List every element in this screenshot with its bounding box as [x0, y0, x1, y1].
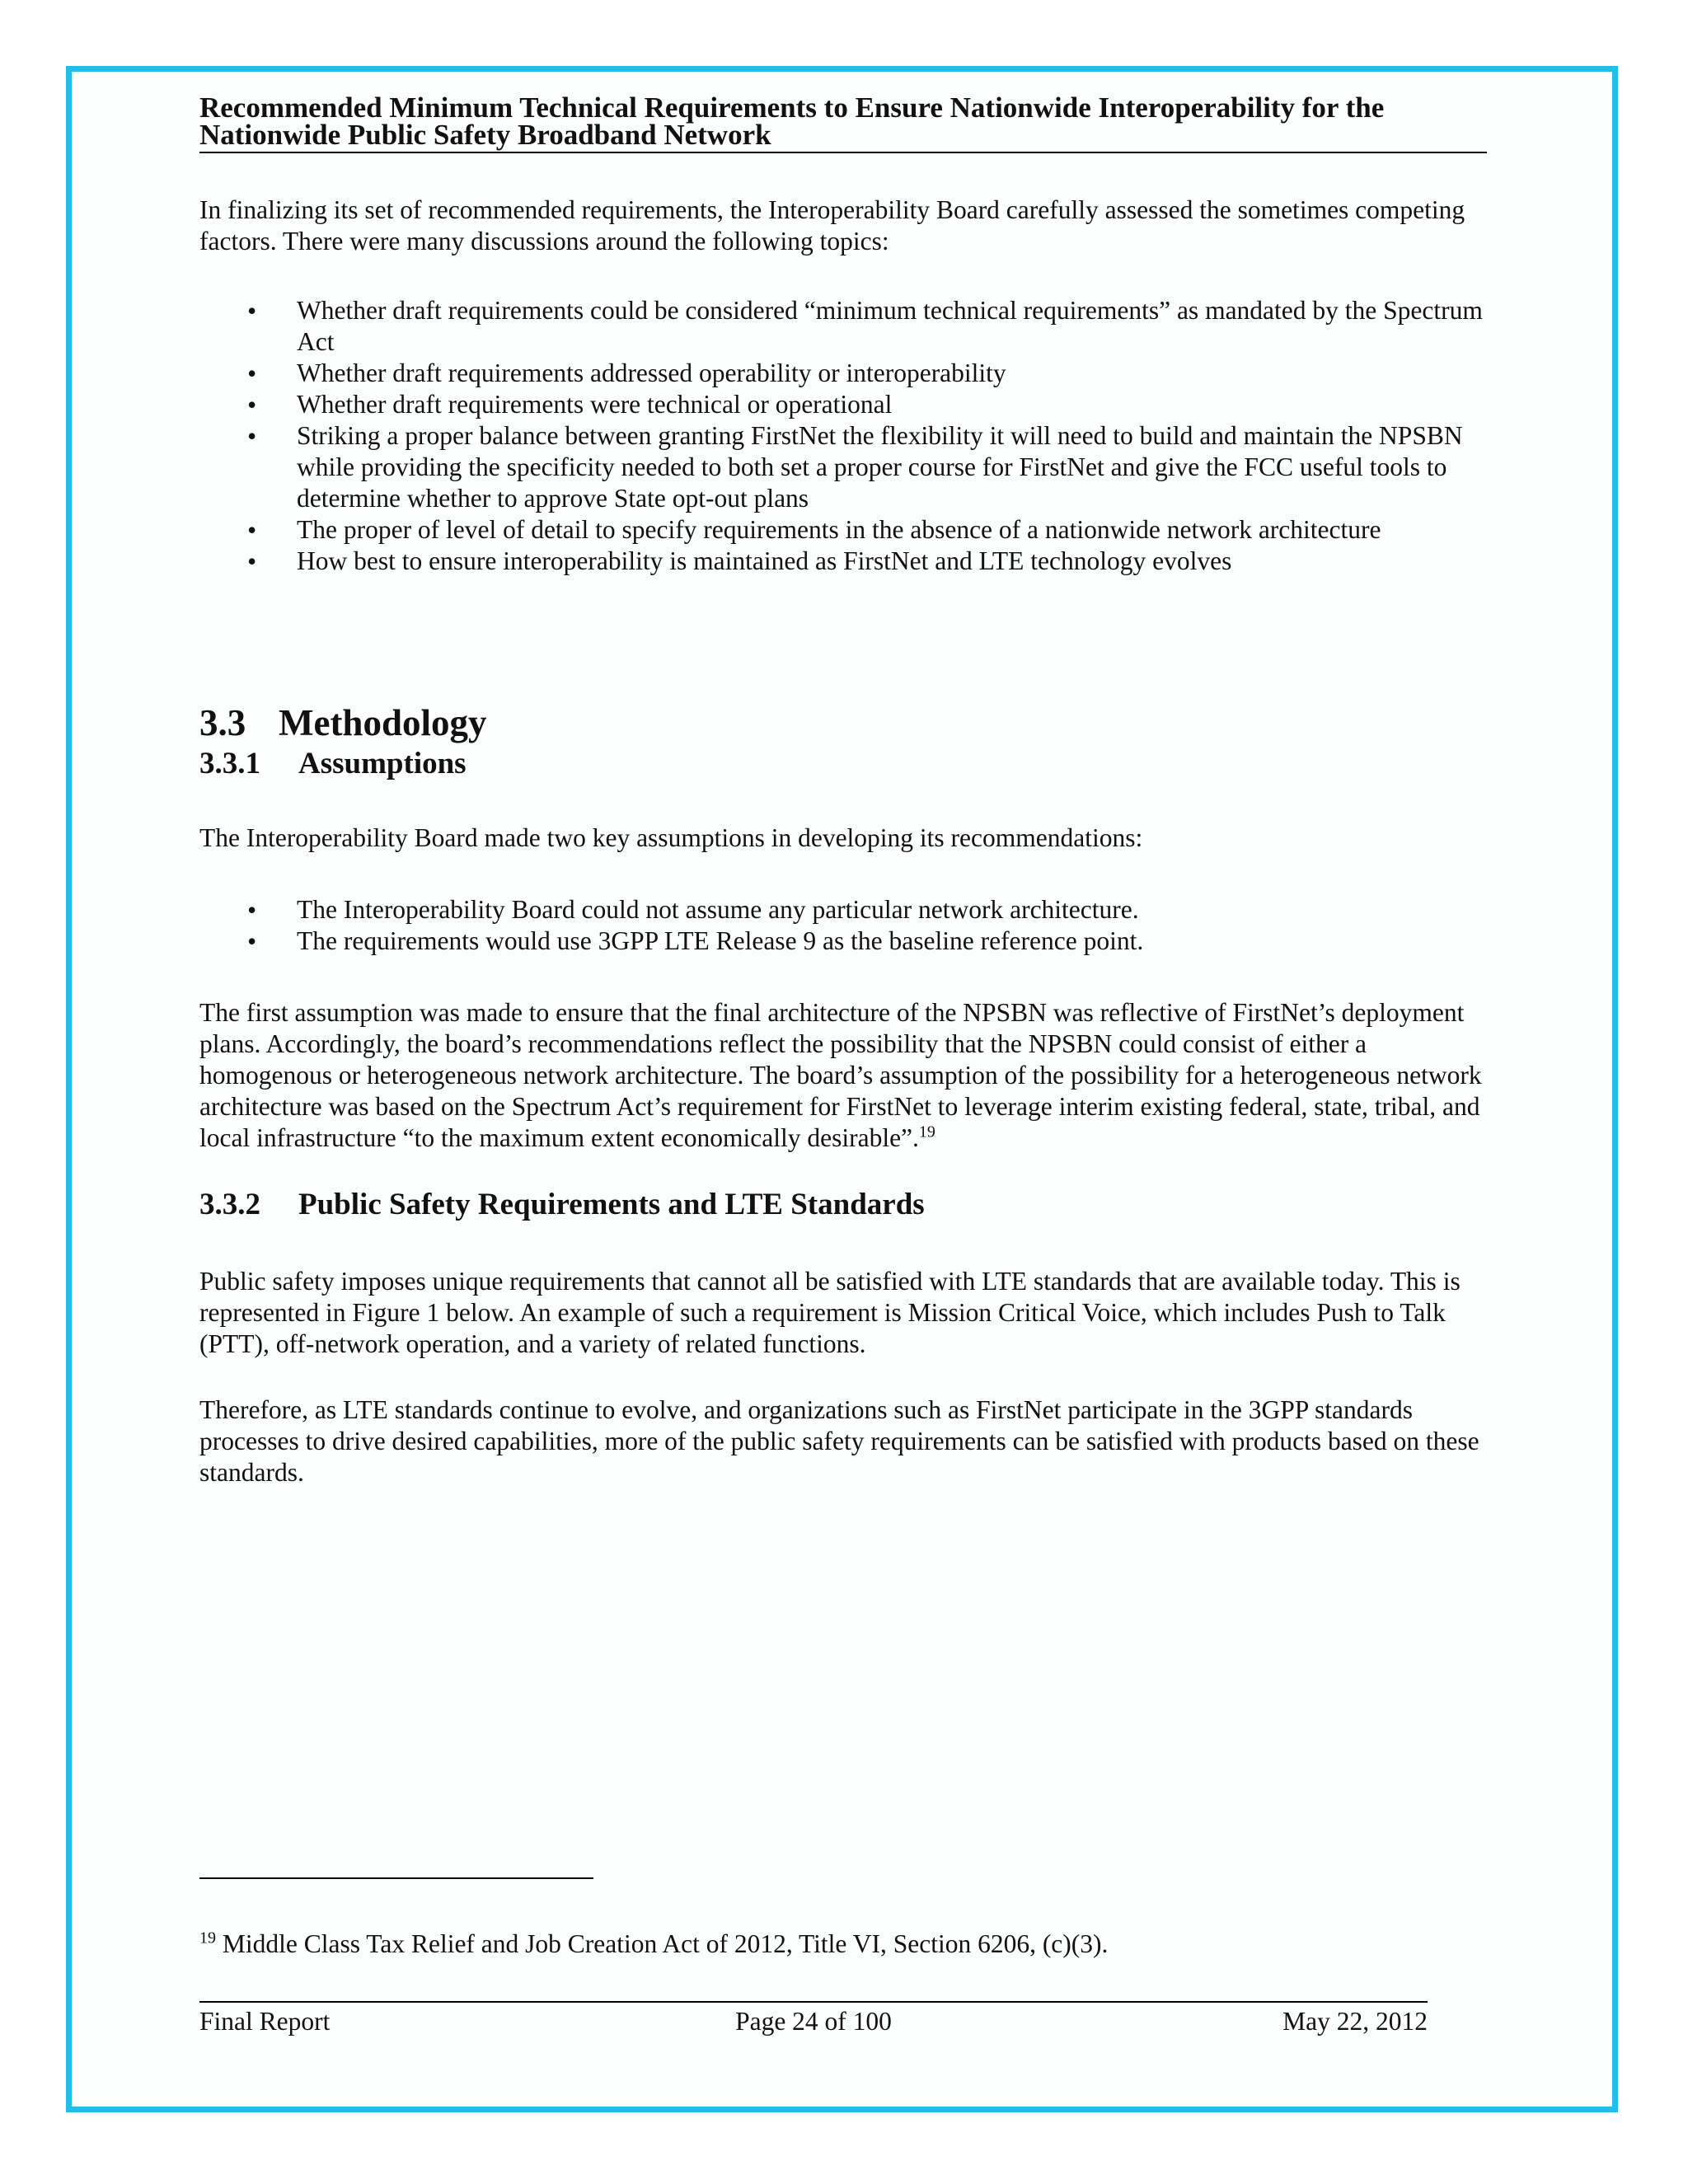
footnote-reference[interactable]: 19	[918, 1122, 935, 1141]
section-number: 3.3	[199, 702, 246, 743]
ps-requirements-paragraph-2: Therefore, as LTE standards continue to evolve, and organizations such as FirstNet participate in the 3GPP standards processes to drive desired capabilities, more of the public safety requirements can be satisfied with products based on these standards.	[199, 1395, 1479, 1487]
list-item: • Whether draft requirements addressed operability or interoperability	[199, 358, 1485, 389]
section-title: Public Safety Requirements and LTE Standards	[298, 1188, 925, 1221]
footnote-marker: 19	[199, 1929, 216, 1947]
section-heading-3-3-2	[199, 1187, 1485, 1223]
list-item: • Striking a proper balance between granting FirstNet the flexibility it will need to build and maintain the NPSBN while providing the specificity needed to both set a proper course for FirstNet and give the FCC useful tools to determine whether to approve State opt-out plans	[199, 420, 1485, 514]
footnote-separator	[199, 1877, 593, 1879]
footnote	[199, 1929, 1485, 1960]
list-item: • The proper of level of detail to specify requirements in the absence of a nationwide network architecture	[199, 514, 1485, 546]
footer-rule	[199, 2001, 1428, 2003]
ps-requirements-paragraph-1: Public safety imposes unique requirements that cannot all be satisfied with LTE standards that are available today. This is represented in Figure 1 below. An example of such a requirement is Mission Critical Voice, which includes Push to Talk (PTT), off-network operation, and a variety of related functions.	[199, 1267, 1461, 1358]
running-header	[199, 91, 1487, 153]
section-heading-3-3-1	[199, 746, 1485, 782]
assumptions-paragraph-2-text: The first assumption was made to ensure that the final architecture of the NPSBN was reflective of FirstNet’s deployment plans. Accordingly, the board’s recommendations reflect the possibility that the NPSBN could consist of either a homogenous or heterogeneous network architecture. The board’s assumption of the possibility for a heterogeneous network architecture was based on the Spectrum Act’s requirement for FirstNet to leverage interim existing federal, state, tribal, and local infrastructure “to the maximum extent economically desirable”.	[199, 998, 1482, 1152]
assumptions-paragraph-2	[199, 997, 1485, 1154]
list-item: • Whether draft requirements could be considered “minimum technical requirements” as mandated by the Spectrum Act	[199, 295, 1485, 358]
section-heading-3-3	[199, 702, 1485, 743]
footnote-text: Middle Class Tax Relief and Job Creation Act of 2012, Title VI, Section 6206, (c)(3).	[222, 1929, 1109, 1958]
section-title: Methodology	[279, 702, 487, 743]
intro-bullet-list	[199, 295, 1485, 577]
list-item: • Whether draft requirements were technical or operational	[199, 389, 1485, 420]
running-header-line-2: Nationwide Public Safety Broadband Network	[199, 119, 771, 151]
section-number: 3.3.1	[199, 747, 260, 780]
section-number: 3.3.2	[199, 1188, 260, 1221]
list-item: • The Interoperability Board could not assume any particular network architecture.	[199, 894, 1485, 926]
footer-left: Final Report	[199, 2007, 331, 2036]
assumptions-paragraph: The Interoperability Board made two key assumptions in developing its recommendations:	[199, 823, 1143, 852]
intro-paragraph: In finalizing its set of recommended requirements, the Interoperability Board carefully assessed the sometimes competing factors. There were many discussions around the following topics:	[199, 195, 1465, 255]
running-header-line-1: Recommended Minimum Technical Requirements to Ensure Nationwide Interoperability for the	[199, 91, 1385, 124]
section-title: Assumptions	[298, 747, 467, 780]
list-item: • How best to ensure interoperability is maintained as FirstNet and LTE technology evolves	[199, 546, 1485, 577]
assumptions-bullet-list	[199, 894, 1485, 957]
list-item: • The requirements would use 3GPP LTE Release 9 as the baseline reference point.	[199, 926, 1485, 957]
footer-date: May 22, 2012	[1282, 2007, 1428, 2036]
page-number: Page 24 of 100	[735, 2007, 892, 2036]
